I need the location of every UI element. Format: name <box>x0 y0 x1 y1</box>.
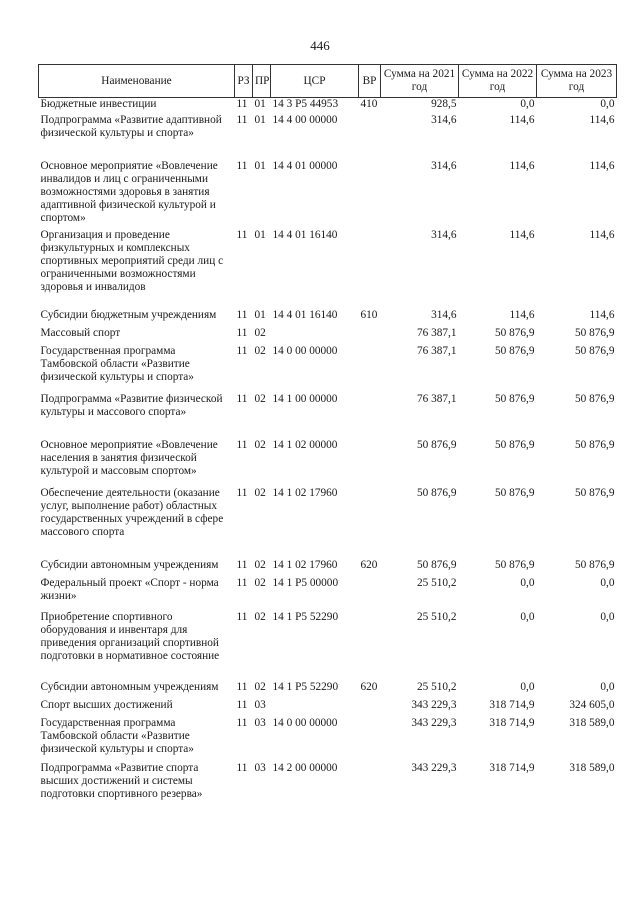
row-pr: 01 <box>254 98 266 110</box>
row-rz: 11 <box>236 113 248 126</box>
row-sum-2023: 0,0 <box>600 576 615 589</box>
row-sum-2023: 50 876,9 <box>574 486 615 499</box>
row-sum-2022: 50 876,9 <box>494 344 535 357</box>
header-name: Наименование <box>39 65 235 98</box>
header-rz: РЗ <box>235 65 253 98</box>
row-sum-2021: 76 387,1 <box>416 344 457 357</box>
row-sum-2022: 318 714,9 <box>489 761 535 774</box>
row-vr <box>359 487 381 559</box>
row-rz: 11 <box>236 761 248 774</box>
row-pr: 02 <box>254 680 266 693</box>
table-row <box>39 327 617 345</box>
row-sum-2023: 324 605,0 <box>569 698 615 711</box>
row-rz: 11 <box>236 98 248 110</box>
row-rz: 11 <box>236 486 248 499</box>
row-pr: 03 <box>254 698 266 711</box>
row-vr <box>359 717 381 756</box>
row-sum-2023: 50 876,9 <box>574 438 615 451</box>
row-vr <box>359 229 381 309</box>
row-sum-2022: 0,0 <box>520 98 535 110</box>
row-sum-2022: 50 876,9 <box>494 438 535 451</box>
row-sum-2023: 114,6 <box>589 159 615 172</box>
row-sum-2021: 25 510,2 <box>416 576 457 589</box>
row-name: Подпрограмма «Развитие спорта высших достижений и системы подготовки спортивного резерва» <box>40 761 203 800</box>
row-csr <box>271 699 359 717</box>
row-sum-2021: 928,5 <box>431 98 457 110</box>
row-sum-2022: 114,6 <box>509 159 535 172</box>
row-csr <box>271 327 359 345</box>
row-name: Федеральный проект «Спорт - норма жизни» <box>40 576 219 602</box>
row-pr: 02 <box>254 576 266 589</box>
row-rz: 11 <box>236 716 248 729</box>
row-sum-2022: 50 876,9 <box>494 486 535 499</box>
header-sum-2021: Сумма на 2021 год <box>381 65 459 98</box>
row-name: Организация и проведение физкультурных и комплексных спортивных мероприятий среди лиц с ограниченными возможностями здоровья и инвалидов <box>40 228 224 293</box>
row-sum-2021: 314,6 <box>431 308 457 321</box>
row-pr: 03 <box>254 761 266 774</box>
row-name: Приобретение спортивного оборудования и инвентаря для приведения организаций спортивной подготовки в нормативное состояние <box>40 610 220 662</box>
row-csr: 14 2 00 00000 <box>272 761 338 774</box>
table-row <box>39 393 617 439</box>
table-row <box>39 559 617 577</box>
row-csr: 14 1 P5 00000 <box>272 576 339 589</box>
table-row <box>39 577 617 611</box>
row-sum-2021: 25 510,2 <box>416 680 457 693</box>
row-name: Подпрограмма «Развитие адаптивной физической культуры и спорта» <box>40 113 222 139</box>
row-vr <box>359 439 381 487</box>
row-pr: 02 <box>254 486 266 499</box>
table-row <box>39 717 617 756</box>
row-sum-2023: 50 876,9 <box>574 344 615 357</box>
budget-table <box>38 64 617 802</box>
row-sum-2021: 25 510,2 <box>416 610 457 623</box>
table-row <box>39 487 617 559</box>
row-rz: 11 <box>236 558 248 571</box>
row-sum-2023: 50 876,9 <box>574 392 615 405</box>
row-sum-2023: 0,0 <box>600 98 615 110</box>
row-sum-2021: 76 387,1 <box>416 326 457 339</box>
table-row <box>39 114 617 160</box>
row-csr: 14 1 02 17960 <box>272 558 338 571</box>
row-rz: 11 <box>236 326 248 339</box>
row-csr: 14 1 02 17960 <box>272 486 338 499</box>
table-row <box>39 345 617 393</box>
row-sum-2023: 114,6 <box>589 308 615 321</box>
row-vr <box>359 699 381 717</box>
row-name: Основное мероприятие «Вовлечение инвалидов и лиц с ограниченными возможностями здоровья в занятия адаптивной физической культурой и спортом» <box>40 159 218 224</box>
row-rz: 11 <box>236 680 248 693</box>
row-name: Бюджетные инвестиции <box>40 98 157 110</box>
row-pr: 01 <box>254 308 266 321</box>
row-pr: 01 <box>254 113 266 126</box>
row-vr <box>359 577 381 611</box>
row-csr: 14 1 P5 52290 <box>272 680 339 693</box>
row-vr <box>359 393 381 439</box>
row-pr: 03 <box>254 716 266 729</box>
row-vr: 620 <box>360 558 378 571</box>
row-name: Спорт высших достижений <box>40 698 173 711</box>
header-csr: ЦСР <box>271 65 359 98</box>
header-pr: ПР <box>253 65 271 98</box>
row-name: Субсидии автономным учреждениям <box>40 680 219 693</box>
row-sum-2022: 114,6 <box>509 228 535 241</box>
row-csr: 14 3 P5 44953 <box>272 98 339 110</box>
row-sum-2021: 50 876,9 <box>416 486 457 499</box>
row-vr <box>359 114 381 160</box>
table-row <box>39 681 617 699</box>
row-name: Основное мероприятие «Вовлечение населения в занятия физической культурой и массовым спортом» <box>40 438 218 477</box>
row-csr: 14 4 00 00000 <box>272 113 338 126</box>
row-rz: 11 <box>236 308 248 321</box>
row-csr: 14 4 01 16140 <box>272 228 338 241</box>
row-name: Обеспечение деятельности (оказание услуг, выполнение работ) областных государственных учреждений в сфере массового спорта <box>40 486 224 538</box>
row-csr: 14 1 00 00000 <box>272 392 338 405</box>
row-sum-2021: 343 229,3 <box>411 698 457 711</box>
row-rz: 11 <box>236 392 248 405</box>
header-sum-2022: Сумма на 2022 год <box>459 65 537 98</box>
row-rz: 11 <box>236 610 248 623</box>
row-sum-2022: 0,0 <box>520 576 535 589</box>
row-vr <box>359 327 381 345</box>
table-row <box>39 160 617 229</box>
row-vr: 620 <box>360 680 378 693</box>
row-sum-2022: 50 876,9 <box>494 558 535 571</box>
row-rz: 11 <box>236 159 248 172</box>
row-sum-2022: 50 876,9 <box>494 326 535 339</box>
row-pr: 02 <box>254 392 266 405</box>
header-vr: ВР <box>359 65 381 98</box>
row-pr: 02 <box>254 326 266 339</box>
row-vr: 610 <box>360 308 378 321</box>
table-body <box>39 98 617 802</box>
row-sum-2021: 343 229,3 <box>411 761 457 774</box>
row-rz: 11 <box>236 576 248 589</box>
table-row <box>39 756 617 802</box>
table-row <box>39 699 617 717</box>
table-row <box>39 309 617 327</box>
row-vr: 410 <box>360 98 378 110</box>
row-sum-2022: 114,6 <box>509 113 535 126</box>
row-csr: 14 1 P5 52290 <box>272 610 339 623</box>
row-sum-2021: 50 876,9 <box>416 438 457 451</box>
row-sum-2021: 50 876,9 <box>416 558 457 571</box>
row-csr: 14 4 01 00000 <box>272 159 338 172</box>
row-sum-2021: 314,6 <box>431 159 457 172</box>
table-row <box>39 98 617 114</box>
row-sum-2022: 50 876,9 <box>494 392 535 405</box>
row-rz: 11 <box>236 228 248 241</box>
table-row <box>39 439 617 487</box>
row-csr: 14 0 00 00000 <box>272 716 338 729</box>
row-sum-2022: 318 714,9 <box>489 698 535 711</box>
page-number: 446 <box>310 38 330 53</box>
row-csr: 14 0 00 00000 <box>272 344 338 357</box>
row-name: Государственная программа Тамбовской области «Развитие физической культуры и спорта» <box>40 716 194 755</box>
row-name: Субсидии автономным учреждениям <box>40 558 219 571</box>
row-rz: 11 <box>236 344 248 357</box>
row-vr <box>359 756 381 802</box>
row-sum-2022: 0,0 <box>520 610 535 623</box>
row-csr: 14 1 02 00000 <box>272 438 338 451</box>
row-sum-2023: 114,6 <box>589 228 615 241</box>
row-name: Субсидии бюджетным учреждениям <box>40 308 217 321</box>
row-vr <box>359 160 381 229</box>
row-sum-2023: 318 589,0 <box>569 761 615 774</box>
row-name: Подпрограмма «Развитие физической культуры и массового спорта» <box>40 392 223 418</box>
table-row <box>39 611 617 681</box>
row-sum-2022: 318 714,9 <box>489 716 535 729</box>
row-pr: 02 <box>254 610 266 623</box>
row-vr <box>359 611 381 681</box>
table-row <box>39 229 617 309</box>
row-sum-2021: 314,6 <box>431 113 457 126</box>
header-sum-2023: Сумма на 2023 год <box>537 65 617 98</box>
row-sum-2023: 50 876,9 <box>574 558 615 571</box>
row-rz: 11 <box>236 698 248 711</box>
row-pr: 02 <box>254 438 266 451</box>
row-name: Государственная программа Тамбовской области «Развитие физической культуры и спорта» <box>40 344 194 383</box>
row-sum-2023: 50 876,9 <box>574 326 615 339</box>
row-sum-2023: 0,0 <box>600 610 615 623</box>
row-sum-2022: 114,6 <box>509 308 535 321</box>
row-rz: 11 <box>236 438 248 451</box>
row-csr: 14 4 01 16140 <box>272 308 338 321</box>
table-header <box>39 65 617 98</box>
row-sum-2021: 314,6 <box>431 228 457 241</box>
row-pr: 01 <box>254 228 266 241</box>
row-sum-2023: 0,0 <box>600 680 615 693</box>
row-sum-2021: 76 387,1 <box>416 392 457 405</box>
row-pr: 01 <box>254 159 266 172</box>
row-name: Массовый спорт <box>40 326 121 339</box>
row-sum-2021: 343 229,3 <box>411 716 457 729</box>
row-vr <box>359 345 381 393</box>
row-sum-2022: 0,0 <box>520 680 535 693</box>
row-pr: 02 <box>254 344 266 357</box>
row-pr: 02 <box>254 558 266 571</box>
row-sum-2023: 318 589,0 <box>569 716 615 729</box>
row-sum-2023: 114,6 <box>589 113 615 126</box>
